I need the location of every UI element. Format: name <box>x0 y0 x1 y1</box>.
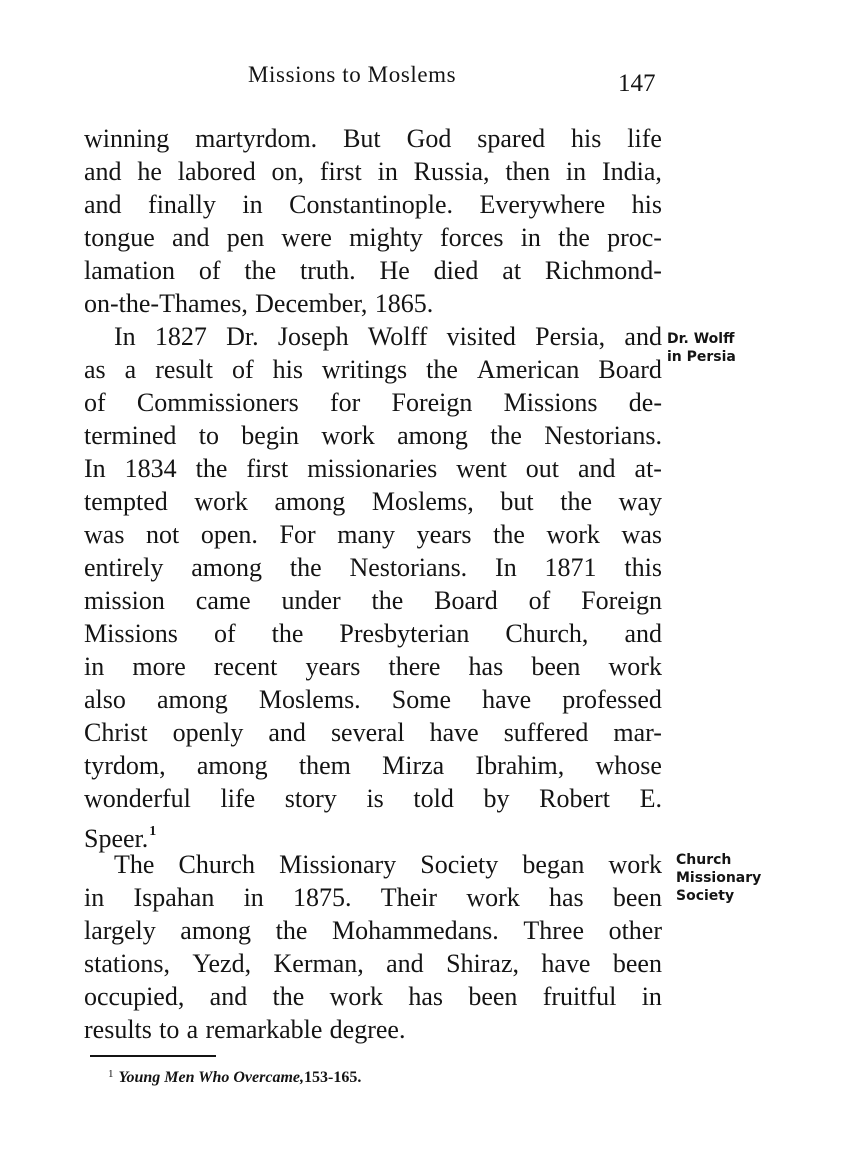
word: the <box>272 982 305 1011</box>
word: been <box>612 949 662 978</box>
word: mission <box>84 586 165 615</box>
word: open. <box>200 520 258 549</box>
word: Robert <box>539 784 610 813</box>
word: the <box>289 553 322 582</box>
word: in <box>377 157 398 186</box>
word: The <box>114 850 155 879</box>
word: God <box>406 124 452 153</box>
word: came <box>195 586 251 615</box>
word: on-the-Thames, <box>84 289 248 318</box>
word: proc- <box>607 223 662 252</box>
text-line <box>84 815 662 853</box>
word: his <box>631 190 662 219</box>
word: first <box>319 157 362 186</box>
word: mar- <box>613 718 662 747</box>
word: missionaries <box>307 454 438 483</box>
word: at- <box>634 454 662 483</box>
word: the <box>426 355 458 384</box>
word: Mohammedans. <box>331 916 499 945</box>
word: he <box>137 157 162 186</box>
word: the <box>558 223 590 252</box>
text-line <box>84 749 662 782</box>
word: Church <box>178 850 256 879</box>
text-line <box>84 353 662 386</box>
word: was <box>621 520 662 549</box>
word: years <box>416 520 472 549</box>
word: and <box>624 322 662 351</box>
word: a <box>124 355 137 384</box>
text-line <box>84 518 662 551</box>
word: pen <box>226 223 265 252</box>
word: more <box>132 652 186 681</box>
word: and <box>268 718 306 747</box>
word: Missionary <box>279 850 397 879</box>
word: life <box>220 784 256 813</box>
sidenote-church-missionary-society <box>676 851 761 905</box>
word: as <box>84 355 106 384</box>
word: to <box>198 421 219 450</box>
word: Nestorians. <box>349 553 468 582</box>
word: begin <box>241 421 300 450</box>
sidenote-line: Church <box>676 852 732 868</box>
word: Ibrahim, <box>475 751 565 780</box>
word: out <box>525 454 560 483</box>
text-line <box>84 188 662 221</box>
word: Missions <box>503 388 598 417</box>
word: mighty <box>349 223 423 252</box>
text-line <box>84 221 662 254</box>
word: forces <box>439 223 504 252</box>
sidenote-dr-wolff <box>667 330 736 366</box>
word: fruitful <box>542 982 617 1011</box>
word: at <box>502 256 522 285</box>
word: years <box>305 652 361 681</box>
word: among <box>274 487 346 516</box>
word: life <box>627 124 662 153</box>
word: professed <box>562 685 662 714</box>
word: 1865. <box>374 289 434 318</box>
word: Presbyterian <box>339 619 470 648</box>
text-line <box>84 1013 662 1046</box>
page-number: 147 <box>618 70 656 97</box>
word: the <box>195 454 228 483</box>
running-title: Missions to Moslems <box>248 62 457 87</box>
word: In <box>114 322 136 351</box>
word: work <box>321 421 375 450</box>
word: have <box>541 949 591 978</box>
word: many <box>337 520 396 549</box>
word: Joseph <box>277 322 349 351</box>
word: began <box>522 850 585 879</box>
word: Persia, <box>535 322 606 351</box>
word: work <box>194 487 248 516</box>
word: tempted <box>84 487 168 516</box>
word: was <box>84 520 125 549</box>
sidenote-line: Dr. Wolff <box>667 331 735 347</box>
word: the <box>371 586 404 615</box>
word: Kerman, <box>273 949 364 978</box>
word: lamation <box>84 256 175 285</box>
word: E. <box>639 784 662 813</box>
text-line <box>84 386 662 419</box>
word: told <box>413 784 454 813</box>
word: been <box>468 982 518 1011</box>
word: have <box>482 685 532 714</box>
word: also <box>84 685 126 714</box>
word: went <box>456 454 507 483</box>
word: then <box>505 157 551 186</box>
word: among <box>180 916 252 945</box>
word: of <box>198 256 221 285</box>
footnote <box>108 1068 361 1087</box>
footnote-pages: 153-165. <box>304 1069 362 1086</box>
word: in <box>242 190 263 219</box>
word: has <box>548 883 584 912</box>
word: have <box>429 718 479 747</box>
word: way <box>618 487 662 516</box>
word: the <box>493 520 525 549</box>
word: visited <box>446 322 516 351</box>
word: Three <box>523 916 584 945</box>
text-line <box>84 848 662 881</box>
word: Everywhere <box>479 190 606 219</box>
word: Moslems. <box>258 685 361 714</box>
word: in <box>565 157 587 186</box>
text-line <box>84 782 662 815</box>
word: India, <box>601 157 662 186</box>
word: in <box>520 223 541 252</box>
word: has <box>408 982 444 1011</box>
text-line <box>84 419 662 452</box>
word: the <box>490 421 522 450</box>
word: other <box>608 916 662 945</box>
word: Moslems, <box>371 487 474 516</box>
word: winning <box>84 124 170 153</box>
word: wonderful <box>84 784 191 813</box>
word: work <box>466 883 520 912</box>
word: martyrdom. <box>195 124 318 153</box>
word: American <box>476 355 580 384</box>
word: Some <box>391 685 452 714</box>
word: and <box>578 454 616 483</box>
word: work <box>329 982 384 1011</box>
word: work <box>546 520 600 549</box>
word: them <box>298 751 351 780</box>
word: Richmond- <box>544 256 662 285</box>
word: largely <box>84 916 156 945</box>
word: Commissioners <box>136 388 299 417</box>
body-text <box>84 122 662 1046</box>
word: work <box>608 652 662 681</box>
word: of <box>528 586 551 615</box>
text-line <box>84 914 662 947</box>
word: Shiraz, <box>446 949 519 978</box>
word: degree. <box>329 1015 406 1044</box>
word: among <box>397 421 468 450</box>
word: In <box>84 454 106 483</box>
word: Foreign <box>391 388 473 417</box>
word: is <box>366 784 384 813</box>
word: result <box>155 355 213 384</box>
word: the <box>275 916 308 945</box>
text-line <box>84 584 662 617</box>
word: results <box>84 1015 152 1044</box>
word: finally <box>148 190 216 219</box>
word: entirely <box>84 553 164 582</box>
text-line <box>84 287 662 320</box>
word: his <box>571 124 602 153</box>
word: de- <box>628 388 662 417</box>
text-line <box>84 683 662 716</box>
word: and <box>209 982 248 1011</box>
word: there <box>388 652 441 681</box>
word: in <box>84 883 105 912</box>
word: several <box>330 718 405 747</box>
word: recent <box>213 652 278 681</box>
word: of <box>231 355 254 384</box>
word: first <box>246 454 289 483</box>
text-line <box>84 452 662 485</box>
word: suffered <box>503 718 589 747</box>
word: the <box>244 256 277 285</box>
word: in <box>84 652 105 681</box>
word: and <box>171 223 210 252</box>
word: tyrdom, <box>84 751 166 780</box>
word: Foreign <box>581 586 662 615</box>
word: remarkable <box>205 1015 323 1044</box>
footnote-marker: 1 <box>108 1068 114 1080</box>
word: Missions <box>84 619 178 648</box>
word: For <box>279 520 316 549</box>
word: of <box>84 388 106 417</box>
footnote-rule <box>90 1055 216 1057</box>
word: Wolff <box>367 322 428 351</box>
word: whose <box>595 751 662 780</box>
text-line <box>84 320 662 353</box>
footnote-reference[interactable]: 1 <box>149 824 157 839</box>
word: on, <box>271 157 305 186</box>
word: truth. <box>300 256 356 285</box>
word: Russia, <box>413 157 490 186</box>
word: died <box>433 256 479 285</box>
word: by <box>483 784 510 813</box>
text-line <box>84 485 662 518</box>
word: Mirza <box>382 751 445 780</box>
word: been <box>531 652 581 681</box>
word: Dr. <box>226 322 259 351</box>
word: in <box>641 982 662 1011</box>
text-line <box>84 716 662 749</box>
text-line <box>84 155 662 188</box>
word: not <box>146 520 180 549</box>
word: the <box>560 487 593 516</box>
word: among <box>191 553 263 582</box>
word: been <box>612 883 662 912</box>
word: in <box>243 883 264 912</box>
word: Society <box>420 850 499 879</box>
word: writings <box>321 355 408 384</box>
word: the <box>271 619 304 648</box>
word: a <box>186 1015 199 1044</box>
word: In <box>495 553 517 582</box>
word: 1875. <box>293 883 352 912</box>
word: stations, <box>84 949 170 978</box>
text-line <box>84 254 662 287</box>
word: under <box>281 586 341 615</box>
word: labored <box>177 157 256 186</box>
word: But <box>343 124 381 153</box>
word: and <box>624 619 662 648</box>
word: spared <box>477 124 546 153</box>
word: this <box>624 553 662 582</box>
word: Their <box>380 883 438 912</box>
word: Church, <box>505 619 589 648</box>
word: among <box>156 685 228 714</box>
sidenote-line: Missionary <box>676 870 762 886</box>
word: of <box>213 619 236 648</box>
word: were <box>281 223 332 252</box>
word: 1871 <box>544 553 597 582</box>
word: his <box>272 355 303 384</box>
word: but <box>500 487 534 516</box>
word: Ispahan <box>133 883 215 912</box>
word: Christ <box>84 718 148 747</box>
word: among <box>196 751 268 780</box>
text-line <box>84 947 662 980</box>
word: 1827 <box>154 322 207 351</box>
word: has <box>468 652 504 681</box>
word: December, <box>255 289 368 318</box>
word: He <box>379 256 410 285</box>
word: work <box>608 850 662 879</box>
word: for <box>329 388 361 417</box>
word: story <box>284 784 337 813</box>
word: tongue <box>84 223 155 252</box>
sidenote-line: in Persia <box>667 349 736 365</box>
word: termined <box>84 421 177 450</box>
text-line <box>84 980 662 1013</box>
text-line <box>84 617 662 650</box>
text-line <box>84 122 662 155</box>
word: and <box>386 949 424 978</box>
text-line <box>84 650 662 683</box>
word: Board <box>598 355 662 384</box>
word: 1834 <box>124 454 177 483</box>
word: openly <box>172 718 244 747</box>
word: Constantinople. <box>289 190 454 219</box>
word: Yezd, <box>192 949 252 978</box>
word: to <box>159 1015 180 1044</box>
word: and <box>84 190 122 219</box>
text-line <box>84 881 662 914</box>
footnote-title: Young Men Who Overcame, <box>118 1069 304 1086</box>
word: Speer.$^1$ <box>84 824 157 853</box>
word: Nestorians. <box>544 421 662 450</box>
word: and <box>84 157 122 186</box>
text-line <box>84 551 662 584</box>
sidenote-line: Society <box>676 888 735 904</box>
word: occupied, <box>84 982 185 1011</box>
word: Board <box>434 586 498 615</box>
